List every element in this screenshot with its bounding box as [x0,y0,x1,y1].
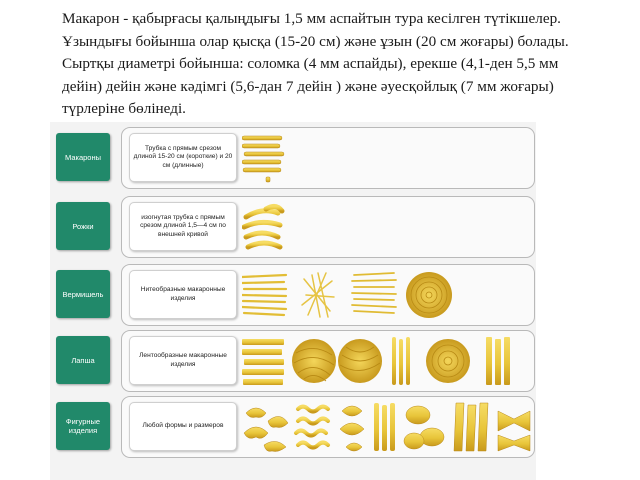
row-panel [121,264,535,326]
description-box: Нитеобразные макаронные изделия [129,270,237,319]
description-box: Любой формы и размеров [129,402,237,451]
row-macaroni [53,125,533,189]
row-panel [121,196,535,258]
shaped-pasta-images [242,399,532,455]
row-shaped [53,394,533,458]
row-horns [53,194,533,258]
category-label: Макароны [56,133,110,181]
row-panel [121,330,535,392]
row-panel [121,396,535,458]
description-box: Лентообразные макаронные изделия [129,336,237,385]
category-label: Вермишель [56,270,110,318]
noodles-images [242,333,532,389]
macaroni-image [242,130,532,186]
row-panel [121,127,535,189]
pasta-classification-diagram [50,122,536,480]
category-label: Лапша [56,336,110,384]
vermicelli-images [242,267,532,323]
intro-paragraph: Макарон - қабырғасы қалыңдығы 1,5 мм аспайтын тура кесілген түтікшелер. Ұзындығы бойынша олар қысқа (15-20 см) және ұзын (20 см жоғары) болады. Сыртқы диаметрі бойынша: соломка (4 мм аспайды), ерекше (4,1-ден 5,5 мм дейін) дейін және кәдімгі (5,6-дан 7 дейін ) және әуесқойлық (7 мм жоғары) түрлеріне бөлінеді. [62,10,569,117]
category-label: Фигурные изделия [56,402,110,450]
description-box: изогнутая трубка с прямым срезом длиной 1,5—4 см по внешней кривой [129,202,237,251]
description-box: Трубка с прямым срезом длиной 15-20 см (короткие) и 20 см (длинные) [129,133,237,182]
row-vermicelli [53,262,533,326]
row-noodles [53,328,533,392]
category-label: Рожки [56,202,110,250]
horns-image [242,199,532,255]
